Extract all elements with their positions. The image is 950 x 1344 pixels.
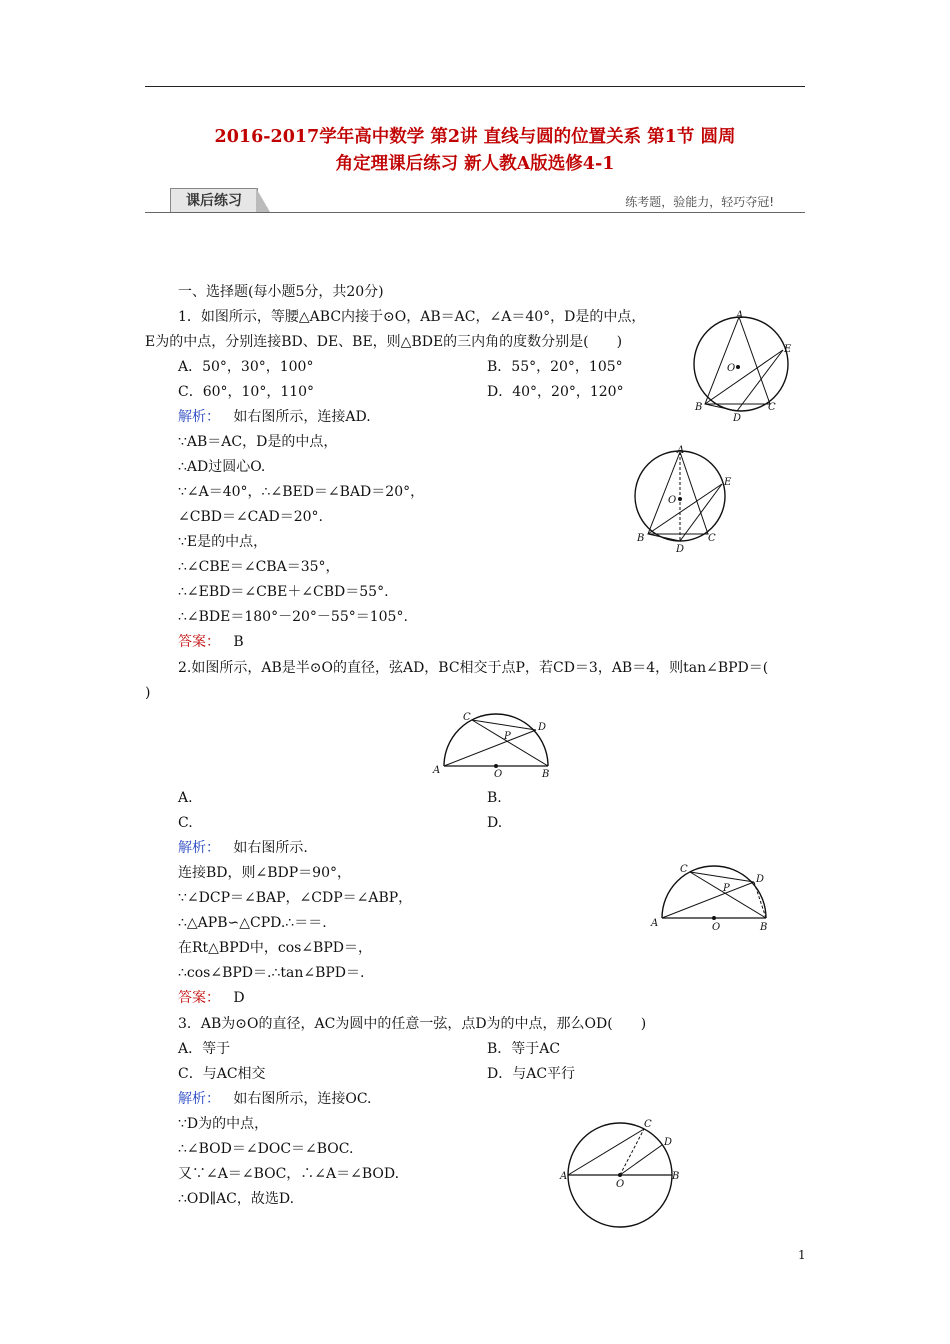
top-rule [145, 86, 805, 87]
label-D: D [756, 874, 765, 885]
q3-option-c: C．与AC相交 [178, 1066, 266, 1082]
label-C: C [680, 864, 688, 875]
label-C: C [768, 402, 776, 413]
label-D: D [664, 1137, 673, 1148]
q1-stem-line1: 1．如图所示，等腰△ABC内接于⊙O，AB＝AC，∠A＝40°，D是的中点， [178, 309, 646, 325]
q1-step-3: ∵∠A＝40°，∴∠BED＝∠BAD＝20°， [178, 484, 425, 500]
q2-option-b: B. [487, 790, 502, 806]
q3-figure-circle [560, 1115, 685, 1230]
q1-step-5: ∵E是的中点， [178, 534, 268, 550]
label-B: B [695, 402, 703, 413]
q1-answer [178, 632, 244, 652]
q3-analysis [178, 1089, 372, 1109]
q1-step-8: ∴∠BDE＝180°－20°－55°＝105°. [178, 609, 408, 625]
q1-option-b: B．55°，20°，105° [487, 359, 623, 375]
label-O: O [494, 769, 503, 780]
q3-option-b: B．等于AC [487, 1041, 561, 1057]
page-number: 1 [798, 1248, 806, 1262]
label-O: O [668, 495, 677, 506]
q1-step-1: ∵AB＝AC，D是的中点， [178, 434, 338, 450]
q3-step-2: ∴∠BOD＝∠DOC＝∠BOC. [178, 1141, 354, 1157]
page-title-line2: 角定理课后练习 新人教A版选修4-1 [335, 154, 615, 174]
label-A: A [560, 1171, 568, 1182]
label-B: B [672, 1171, 680, 1182]
q2-stem-line1: 2.如图所示，AB是半⊙O的直径，弦AD，BC相交于点P，若CD＝3，AB＝4，则tan∠BPD＝( [178, 660, 769, 676]
q2-option-a: A. [178, 790, 193, 806]
analysis-label: 解析： [178, 840, 220, 856]
label-A: A [736, 310, 744, 321]
label-O: O [727, 363, 736, 374]
label-D: D [733, 413, 742, 424]
label-B: B [760, 922, 768, 933]
q2-step-2: ∵∠DCP＝∠BAP，∠CDP＝∠ABP， [178, 890, 413, 906]
q3-stem: 3．AB为⊙O的直径，AC为圆中的任意一弦，点D为的中点，那么OD( ) [178, 1016, 647, 1032]
q1-figure-circle [690, 310, 800, 425]
q1-solution-figure [632, 444, 742, 559]
section-heading: 一、选择题(每小题5分，共20分) [178, 284, 384, 300]
tab-shadow [256, 188, 270, 212]
analysis-label: 解析： [178, 1091, 220, 1107]
label-C: C [463, 712, 471, 723]
q2-step-4: 在Rt△BPD中，cos∠BPD＝， [178, 940, 372, 956]
q2-analysis [178, 838, 308, 858]
label-P: P [504, 731, 511, 742]
analysis-text: 如右图所示，连接AD. [233, 409, 371, 425]
q2-step-1: 连接BD，则∠BDP＝90°， [178, 865, 351, 881]
page-title-line1: 2016-2017学年高中数学 第2讲 直线与圆的位置关系 第1节 圆周 [214, 127, 736, 147]
label-O: O [712, 922, 721, 933]
answer-value: B [233, 634, 244, 650]
label-A: A [677, 445, 685, 456]
q1-step-6: ∴∠CBE＝∠CBA＝35°， [178, 559, 340, 575]
label-D: D [538, 722, 547, 733]
q1-option-c: C．60°，10°，110° [178, 384, 315, 400]
q1-analysis [178, 407, 371, 427]
slogan: 练考题，验能力，轻巧夺冠! [625, 195, 774, 209]
q2-option-d: D. [487, 815, 503, 831]
q1-option-d: D．40°，20°，120° [487, 384, 624, 400]
q3-option-d: D．与AC平行 [487, 1066, 576, 1082]
section-tab: 课后练习 [170, 188, 258, 213]
label-B: B [637, 533, 645, 544]
label-O: O [616, 1179, 625, 1190]
q3-step-4: ∴OD∥AC，故选D. [178, 1191, 295, 1207]
q2-figure-semicircle [430, 708, 560, 783]
label-A: A [651, 918, 659, 929]
answer-label: 答案： [178, 990, 220, 1006]
analysis-text: 如右图所示，连接OC. [233, 1091, 372, 1107]
q1-step-4: ∠CBD＝∠CAD＝20°. [178, 509, 323, 525]
q1-step-7: ∴∠EBD＝∠CBE＋∠CBD＝55°. [178, 584, 389, 600]
q3-step-3: 又∵∠A＝∠BOC，∴∠A＝∠BOD. [178, 1166, 400, 1182]
q2-option-c: C. [178, 815, 193, 831]
q2-step-3: ∴△APB∽△CPD.∴＝＝. [178, 915, 327, 931]
q3-option-a: A．等于 [178, 1041, 231, 1057]
analysis-label: 解析： [178, 409, 220, 425]
label-E: E [724, 477, 732, 488]
tab-rule [145, 212, 805, 213]
label-C: C [708, 533, 716, 544]
answer-value: D [233, 990, 245, 1006]
q1-stem-line2: E为的中点，分别连接BD、DE、BE，则△BDE的三内角的度数分别是( ) [145, 334, 623, 350]
label-B: B [542, 769, 550, 780]
q2-step-5: ∴cos∠BPD＝.∴tan∠BPD＝. [178, 965, 365, 981]
q2-solution-figure [648, 860, 778, 935]
analysis-text: 如右图所示. [233, 840, 308, 856]
label-A: A [433, 765, 441, 776]
label-P: P [723, 883, 730, 894]
label-D: D [676, 544, 685, 555]
q2-stem-line2: ) [145, 685, 151, 701]
label-E: E [784, 344, 792, 355]
answer-label: 答案： [178, 634, 220, 650]
q1-option-a: A．50°，30°，100° [178, 359, 314, 375]
q2-answer [178, 988, 245, 1008]
label-C: C [644, 1119, 652, 1130]
q3-step-1: ∵D为的中点， [178, 1116, 269, 1132]
q1-step-2: ∴AD过圆心O. [178, 459, 266, 475]
